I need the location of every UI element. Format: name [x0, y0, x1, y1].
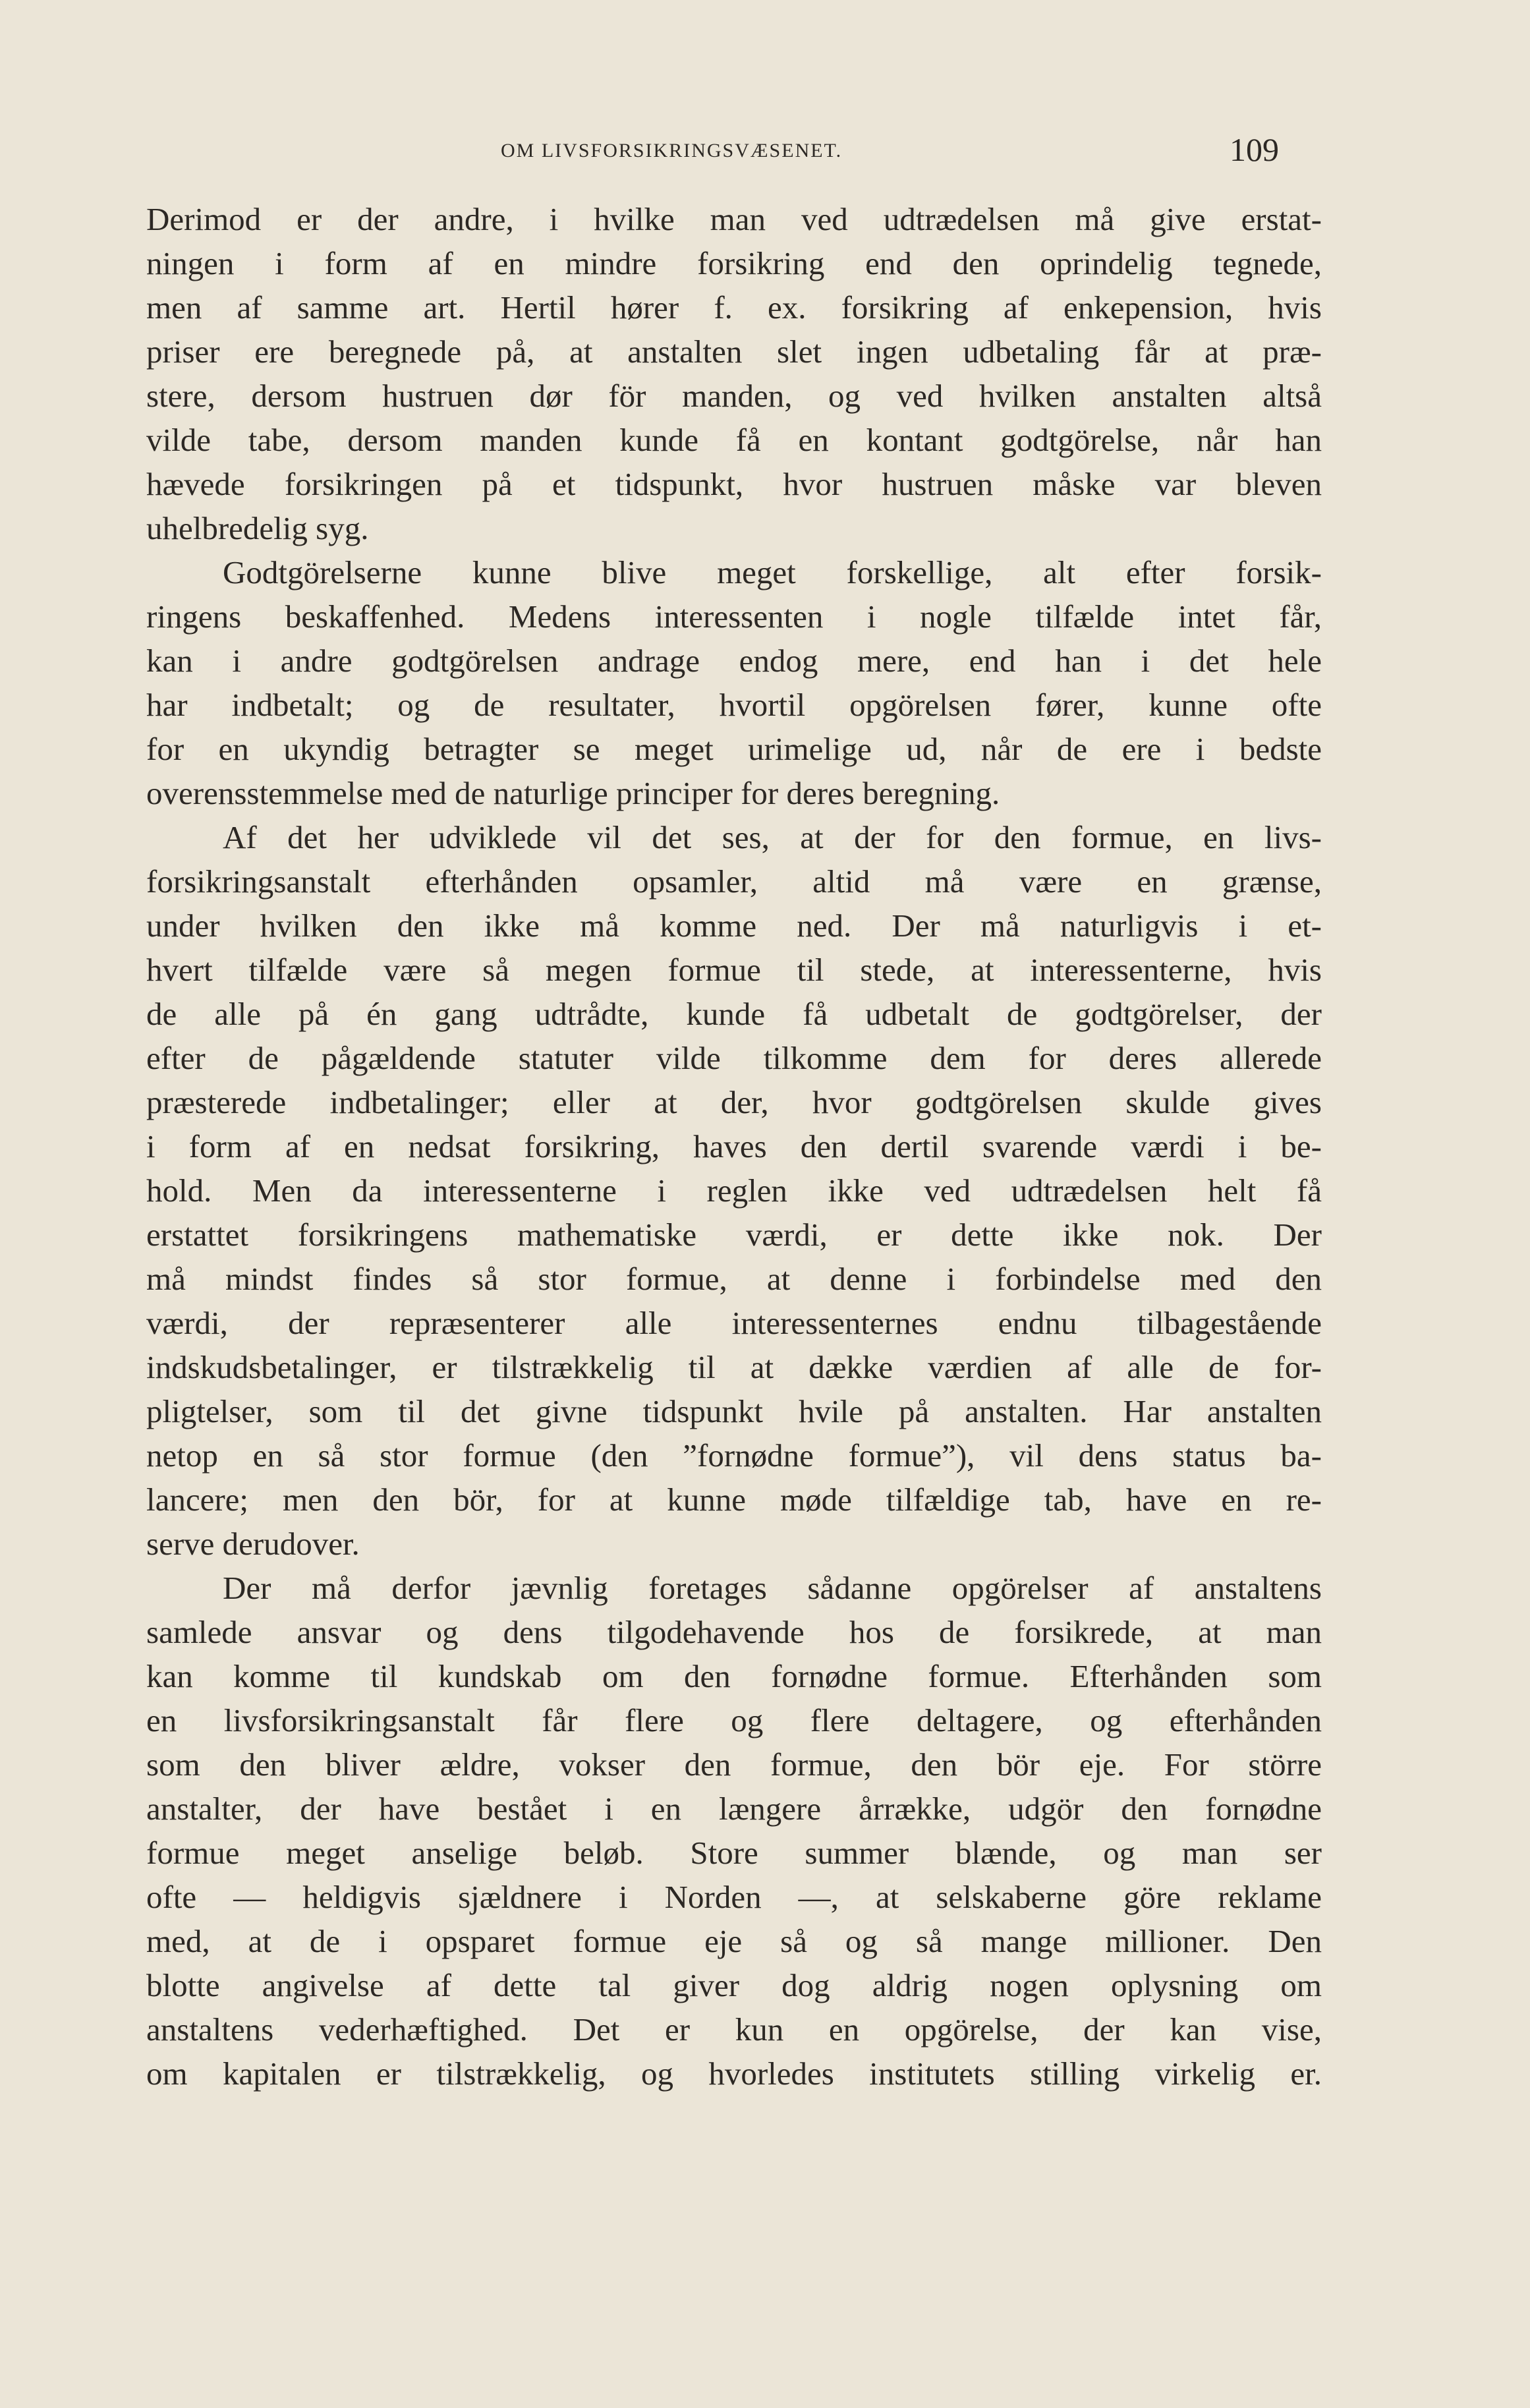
text-line: uhelbredelig syg. [146, 510, 369, 546]
text-line: blotte angivelse af dette tal giver dog aldrig nogen oplysning om [146, 1967, 1322, 2003]
text-line: for en ukyndig betragter se meget urimelige ud, når de ere i bedste [146, 731, 1322, 767]
text-line: serve derudover. [146, 1526, 360, 1562]
text-line: men af samme art. Hertil hører f. ex. forsikring af enkepension, hvis [146, 289, 1322, 326]
text-line: præsterede indbetalinger; eller at der, hvor godtgörelsen skulde gives [146, 1084, 1322, 1120]
running-head: OM LIVSFORSIKRINGSVÆSENET. [501, 140, 843, 161]
text-line: efter de pågældende statuter vilde tilkomme dem for deres allerede [146, 1040, 1322, 1076]
text-line: ningen i form af en mindre forsikring end den oprindelig tegnede, [146, 245, 1322, 281]
text-line: som den bliver ældre, vokser den formue, den bör eje. For större [146, 1746, 1322, 1783]
text-line: stere, dersom hustruen dør för manden, og ved hvilken anstalten altså [146, 378, 1322, 414]
text-line: Derimod er der andre, i hvilke man ved udtrædelsen må give erstat- [146, 201, 1322, 237]
text-line: Der må derfor jævnlig foretages sådanne opgörelser af anstaltens [223, 1570, 1322, 1606]
text-line: under hvilken den ikke må komme ned. Der må naturligvis i et- [146, 907, 1322, 944]
text-line: kan i andre godtgörelsen andrage endog mere, end han i det hele [146, 643, 1322, 679]
text-line: anstalter, der have bestået i en længere årrække, udgör den fornødne [146, 1791, 1322, 1827]
page-number: 109 [1230, 131, 1279, 168]
text-line: om kapitalen er tilstrækkelig, og hvorledes institutets stilling virkelig er. [146, 2055, 1322, 2092]
text-line: har indbetalt; og de resultater, hvortil opgörelsen fører, kunne ofte [146, 687, 1322, 723]
text-line: må mindst findes så stor formue, at denne i forbindelse med den [146, 1261, 1322, 1297]
text-line: hold. Men da interessenterne i reglen ikke ved udtrædelsen helt få [146, 1172, 1322, 1209]
text-line: i form af en nedsat forsikring, haves den dertil svarende værdi i be- [146, 1128, 1322, 1164]
text-line: Af det her udviklede vil det ses, at der for den formue, en livs- [223, 819, 1322, 855]
text-line: hvert tilfælde være så megen formue til stede, at interessenterne, hvis [146, 952, 1322, 988]
text-line: formue meget anselige beløb. Store summer blænde, og man ser [146, 1835, 1322, 1871]
text-line: hævede forsikringen på et tidspunkt, hvor hustruen måske var bleven [146, 466, 1322, 502]
text-line: priser ere beregnede på, at anstalten slet ingen udbetaling får at præ- [146, 333, 1322, 370]
text-line: de alle på én gang udtrådte, kunde få udbetalt de godtgörelser, der [146, 996, 1322, 1032]
text-line: ringens beskaffenhed. Medens interessenten i nogle tilfælde intet får, [146, 598, 1322, 635]
text-line: pligtelser, som til det givne tidspunkt hvile på anstalten. Har anstalten [146, 1393, 1322, 1429]
text-line: kan komme til kundskab om den fornødne formue. Efterhånden som [146, 1658, 1322, 1694]
text-line: med, at de i opsparet formue eje så og så mange millioner. Den [146, 1923, 1322, 1959]
text-line: anstaltens vederhæftighed. Det er kun en opgörelse, der kan vise, [146, 2011, 1322, 2048]
text-line: indskudsbetalinger, er tilstrækkelig til at dække værdien af alle de for- [146, 1349, 1322, 1385]
text-line: en livsforsikringsanstalt får flere og flere deltagere, og efterhånden [146, 1702, 1322, 1738]
text-line: lancere; men den bör, for at kunne møde tilfældige tab, have en re- [146, 1481, 1322, 1518]
text-line: vilde tabe, dersom manden kunde få en kontant godtgörelse, når han [146, 422, 1322, 458]
text-line: netop en så stor formue (den ”fornødne formue”), vil dens status ba- [146, 1437, 1322, 1474]
text-line: erstattet forsikringens mathematiske værdi, er dette ikke nok. Der [146, 1217, 1322, 1253]
text-line: værdi, der repræsenterer alle interessenternes endnu tilbagestående [146, 1305, 1322, 1341]
text-line: Godtgörelserne kunne blive meget forskellige, alt efter forsik- [223, 554, 1322, 590]
text-line: overensstemmelse med de naturlige principer for deres beregning. [146, 775, 1000, 811]
text-line: forsikringsanstalt efterhånden opsamler, altid må være en grænse, [146, 863, 1322, 900]
text-line: ofte — heldigvis sjældnere i Norden —, at selskaberne göre reklame [146, 1879, 1322, 1915]
text-line: samlede ansvar og dens tilgodehavende hos de forsikrede, at man [146, 1614, 1322, 1650]
